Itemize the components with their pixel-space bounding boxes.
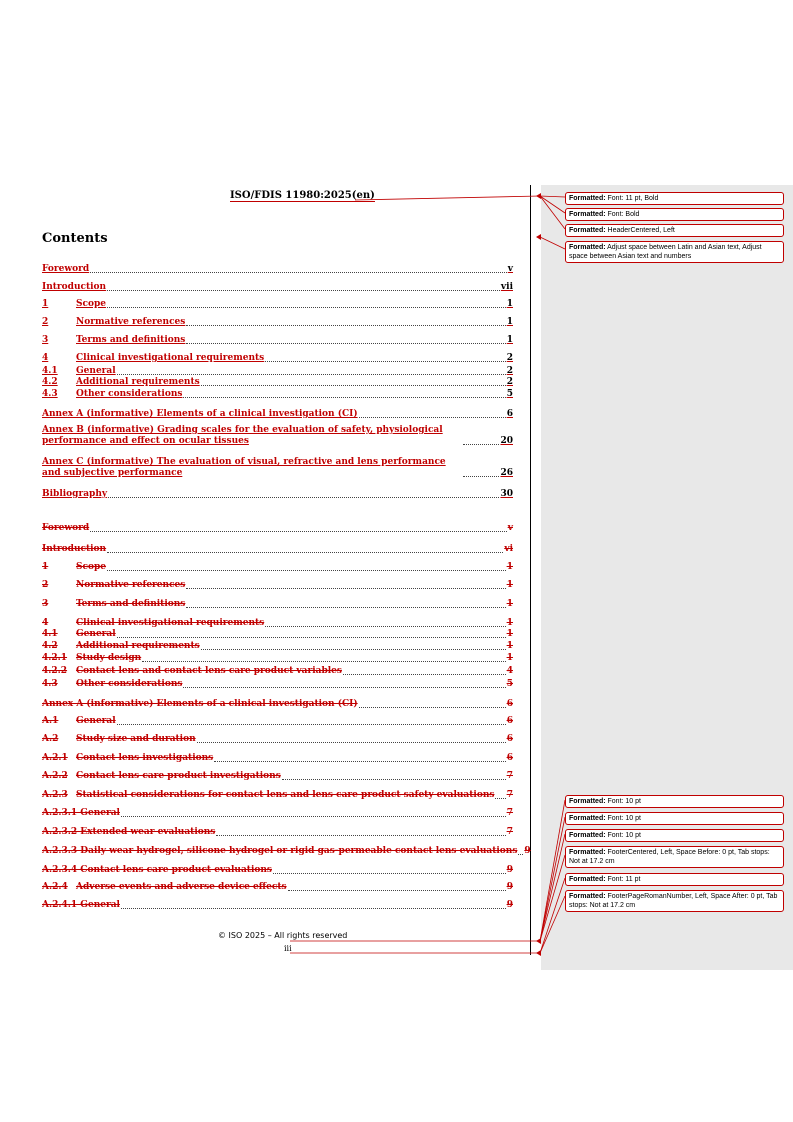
toc-entry[interactable] — [42, 457, 513, 479]
toc-leader — [121, 816, 506, 817]
toc-page-number: 7 — [506, 771, 513, 781]
toc-leader — [359, 707, 506, 708]
toc-title: Introduction — [42, 544, 107, 554]
toc-number: A.1 — [42, 716, 59, 726]
balloon-text: Font: 10 pt — [605, 798, 641, 805]
page-margin-line — [530, 185, 531, 955]
toc-title: Contact lens investigations — [76, 753, 214, 763]
toc-page-number: 1 — [506, 580, 513, 590]
toc-number: 4.2 — [42, 641, 58, 651]
toc-title: Statistical considerations for contact lens and lens care product safety evaluations — [76, 790, 495, 800]
formatting-balloon[interactable] — [565, 241, 784, 263]
balloon-label: Formatted: — [569, 876, 606, 883]
toc-entry[interactable] — [42, 629, 513, 640]
toc-page-number: 1 — [506, 299, 513, 309]
toc-entry[interactable] — [42, 544, 513, 555]
toc-entry[interactable] — [42, 641, 513, 652]
toc-entry[interactable] — [42, 409, 513, 420]
toc-page-number: vi — [504, 544, 513, 554]
toc-title: General — [76, 716, 116, 726]
toc-leader — [117, 374, 506, 375]
toc-entry[interactable] — [42, 666, 513, 677]
formatting-balloon[interactable] — [565, 812, 784, 825]
balloon-text: FooterCentered, Left, Space Before: 0 pt, Tab stops: Not at 17.2 cm — [569, 849, 770, 865]
toc-page-number: 6 — [506, 753, 513, 763]
toc-entry[interactable] — [42, 425, 513, 447]
balloon-text: Font: 11 pt — [605, 876, 641, 883]
toc-title: Adverse events and adverse device effects — [76, 882, 287, 892]
toc-title: Study size and duration — [76, 734, 196, 744]
toc-page-number: 2 — [506, 366, 513, 376]
balloon-label: Formatted: — [569, 849, 606, 856]
toc-leader — [183, 397, 505, 398]
toc-page-number: 9 — [506, 900, 513, 910]
toc-leader — [117, 724, 506, 725]
balloon-label: Formatted: — [569, 815, 606, 822]
toc-page-number: 1 — [506, 599, 513, 609]
toc-title: Foreword — [42, 264, 90, 274]
toc-entry[interactable] — [42, 808, 513, 819]
toc-leader — [108, 497, 499, 498]
toc-leader — [201, 649, 506, 650]
toc-page-number: 9 — [506, 865, 513, 875]
toc-entry[interactable] — [42, 377, 513, 388]
balloon-label: Formatted: — [569, 893, 606, 900]
toc-number: 2 — [42, 317, 49, 327]
balloon-label: Formatted: — [569, 798, 606, 805]
toc-title: Annex A (informative) Elements of a clinical investigation (CI) — [42, 409, 358, 419]
toc-leader — [343, 674, 506, 675]
toc-title: Clinical investigational requirements — [76, 618, 265, 628]
toc-leader — [197, 742, 506, 743]
toc-page-number: vii — [500, 282, 513, 292]
balloon-text: Font: 11 pt, Bold — [605, 195, 659, 202]
toc-leader — [90, 531, 507, 532]
header-title[interactable]: ISO/FDIS 11980:2025(en) — [230, 190, 375, 201]
balloon-label: Formatted: — [569, 832, 606, 839]
toc-leader — [463, 444, 499, 445]
toc-title: A.2.3.3 Daily wear hydrogel, silicone hydrogel or rigid gas-permeable contact lens evaluations — [42, 846, 518, 856]
toc-page-number: 2 — [506, 353, 513, 363]
toc-number: 4.2.2 — [42, 666, 68, 676]
toc-title: Introduction — [42, 282, 107, 292]
toc-number: A.2.1 — [42, 753, 68, 763]
toc-leader — [186, 343, 505, 344]
formatting-balloon[interactable] — [565, 846, 784, 868]
footer-copyright: © ISO 2025 – All rights reserved — [218, 931, 348, 940]
toc-title: Scope — [76, 299, 107, 309]
toc-leader — [288, 890, 506, 891]
toc-entry[interactable] — [42, 562, 513, 573]
toc-page-number: 4 — [506, 666, 513, 676]
toc-leader — [183, 687, 505, 688]
toc-entry[interactable] — [42, 618, 513, 629]
toc-page-number: 1 — [506, 641, 513, 651]
connector-line — [355, 196, 540, 200]
toc-title: Bibliography — [42, 489, 108, 499]
toc-title: Other considerations — [76, 679, 183, 689]
toc-page-number: 1 — [506, 335, 513, 345]
toc-number: 2 — [42, 580, 49, 590]
toc-entry[interactable] — [42, 264, 513, 275]
toc-number: 3 — [42, 599, 49, 609]
toc-leader — [201, 385, 506, 386]
balloon-text: FooterPageRomanNumber, Left, Space After: 0 pt, Tab stops: Not at 17.2 cm — [569, 893, 778, 909]
toc-title: A.2.3.2 Extended wear evaluations — [42, 827, 216, 837]
toc-leader — [186, 588, 505, 589]
toc-leader — [90, 272, 507, 273]
toc-leader — [214, 761, 506, 762]
balloon-text: Font: 10 pt — [605, 815, 641, 822]
toc-leader — [186, 607, 505, 608]
toc-number: 4 — [42, 353, 49, 363]
toc-title: Annex C (informative) The evaluation of visual, refractive and lens performance and subjective performance — [42, 457, 446, 478]
toc-leader — [463, 476, 499, 477]
toc-entry[interactable] — [42, 366, 513, 377]
toc-entry[interactable] — [42, 299, 513, 310]
toc-title: Annex B (informative) Grading scales for the evaluation of safety, physiological performance and effect on ocular tissues — [42, 425, 443, 446]
formatting-balloon[interactable] — [565, 208, 784, 221]
toc-number: 3 — [42, 335, 49, 345]
toc-entry[interactable] — [42, 716, 513, 727]
toc-title: Contact lens and contact lens care product variables — [76, 666, 342, 676]
toc-title: A.2.3.1 General — [42, 808, 120, 818]
toc-title: General — [76, 366, 116, 376]
toc-page-number: 7 — [506, 808, 513, 818]
toc-entry[interactable] — [42, 865, 513, 876]
toc-leader — [186, 325, 505, 326]
toc-leader — [142, 661, 506, 662]
toc-leader — [518, 854, 523, 855]
page-header — [230, 190, 375, 201]
toc-entry[interactable] — [42, 580, 513, 591]
toc-leader — [117, 637, 506, 638]
toc-page-number: 5 — [506, 389, 513, 399]
toc-entry[interactable] — [42, 827, 513, 838]
toc-leader — [359, 417, 506, 418]
toc-page-number: 1 — [506, 629, 513, 639]
toc-leader — [216, 835, 505, 836]
toc-entry[interactable] — [42, 353, 513, 364]
toc-number: 4 — [42, 618, 49, 628]
formatting-balloon[interactable] — [565, 873, 784, 886]
toc-page-number: 9 — [524, 846, 531, 856]
toc-page-number: 20 — [500, 436, 513, 446]
toc-entry[interactable] — [42, 699, 513, 710]
toc-page-number: 6 — [506, 716, 513, 726]
toc-title: Foreword — [42, 523, 90, 533]
balloon-text: Font: 10 pt — [605, 832, 641, 839]
toc-title: Scope — [76, 562, 107, 572]
toc-page-number: 9 — [506, 882, 513, 892]
toc-entry[interactable] — [42, 882, 513, 893]
toc-leader — [107, 552, 503, 553]
toc-page-number: v — [507, 523, 513, 533]
toc-entry[interactable] — [42, 790, 513, 801]
toc-page-number: 7 — [506, 827, 513, 837]
toc-number: A.2.2 — [42, 771, 68, 781]
toc-title: Study design — [76, 653, 142, 663]
toc-number: 4.3 — [42, 679, 58, 689]
toc-entry[interactable] — [42, 489, 513, 500]
toc-page-number: 26 — [500, 468, 513, 478]
footer-page-number: iii — [284, 944, 292, 953]
toc-page-number: 1 — [506, 317, 513, 327]
toc-title: Terms and definitions — [76, 335, 186, 345]
toc-number: 4.2.1 — [42, 653, 68, 663]
toc-entry[interactable] — [42, 679, 513, 690]
toc-entry[interactable] — [42, 335, 513, 346]
toc-leader — [121, 908, 506, 909]
formatting-balloon[interactable] — [565, 224, 784, 237]
toc-number: 1 — [42, 562, 49, 572]
toc-entry[interactable] — [42, 599, 513, 610]
toc-title: Additional requirements — [76, 641, 200, 651]
toc-title: A.2.4.1 General — [42, 900, 120, 910]
toc-number: 4.3 — [42, 389, 58, 399]
balloon-text: HeaderCentered, Left — [605, 227, 675, 234]
toc-leader — [265, 626, 506, 627]
toc-leader — [495, 798, 505, 799]
toc-number: 4.1 — [42, 629, 58, 639]
toc-title: General — [76, 629, 116, 639]
toc-entry[interactable] — [42, 846, 531, 857]
toc-number: 4.2 — [42, 377, 58, 387]
formatting-balloon[interactable] — [565, 192, 784, 205]
contents-heading: Contents — [42, 231, 108, 246]
toc-page-number: 1 — [506, 562, 513, 572]
toc-page-number: 6 — [506, 409, 513, 419]
balloon-text: Font: Bold — [605, 211, 640, 218]
toc-page-number: 2 — [506, 377, 513, 387]
balloon-label: Formatted: — [569, 244, 606, 251]
toc-number: 1 — [42, 299, 49, 309]
toc-title: Annex A (informative) Elements of a clinical investigation (CI) — [42, 699, 358, 709]
toc-number: A.2 — [42, 734, 59, 744]
toc-entry[interactable] — [42, 734, 513, 745]
balloon-label: Formatted: — [569, 195, 606, 202]
formatting-balloon[interactable] — [565, 795, 784, 808]
toc-entry[interactable] — [42, 753, 513, 764]
toc-title: Contact lens care product investigations — [76, 771, 281, 781]
toc-leader — [265, 361, 506, 362]
toc-entry[interactable] — [42, 389, 513, 400]
toc-title: Normative references — [76, 317, 186, 327]
toc-leader — [282, 779, 506, 780]
toc-leader — [107, 570, 506, 571]
toc-page-number: 6 — [506, 734, 513, 744]
toc-title: Normative references — [76, 580, 186, 590]
toc-entry[interactable] — [42, 653, 513, 664]
toc-title: A.2.3.4 Contact lens care product evaluations — [42, 865, 272, 875]
toc-title: Additional requirements — [76, 377, 200, 387]
formatting-balloon[interactable] — [565, 829, 784, 842]
balloon-text: Adjust space between Latin and Asian text, Adjust space between Asian text and numbers — [569, 244, 762, 260]
toc-title: Terms and definitions — [76, 599, 186, 609]
toc-entry[interactable] — [42, 523, 513, 534]
balloon-label: Formatted: — [569, 227, 606, 234]
toc-leader — [107, 290, 500, 291]
toc-leader — [107, 307, 506, 308]
toc-number: A.2.3 — [42, 790, 68, 800]
toc-entry[interactable] — [42, 317, 513, 328]
toc-page-number: 7 — [506, 790, 513, 800]
formatting-balloon[interactable] — [565, 890, 784, 912]
toc-page-number: 6 — [506, 699, 513, 709]
toc-title: Clinical investigational requirements — [76, 353, 265, 363]
toc-number: A.2.4 — [42, 882, 68, 892]
balloon-label: Formatted: — [569, 211, 606, 218]
toc-page-number: 30 — [500, 489, 513, 499]
toc-entry[interactable] — [42, 900, 513, 911]
toc-number: 4.1 — [42, 366, 58, 376]
toc-page-number: 1 — [506, 618, 513, 628]
toc-entry[interactable] — [42, 282, 513, 293]
toc-page-number: 5 — [506, 679, 513, 689]
toc-title: Other considerations — [76, 389, 183, 399]
toc-page-number: 1 — [506, 653, 513, 663]
toc-page-number: v — [507, 264, 513, 274]
toc-entry[interactable] — [42, 771, 513, 782]
toc-leader — [273, 873, 506, 874]
